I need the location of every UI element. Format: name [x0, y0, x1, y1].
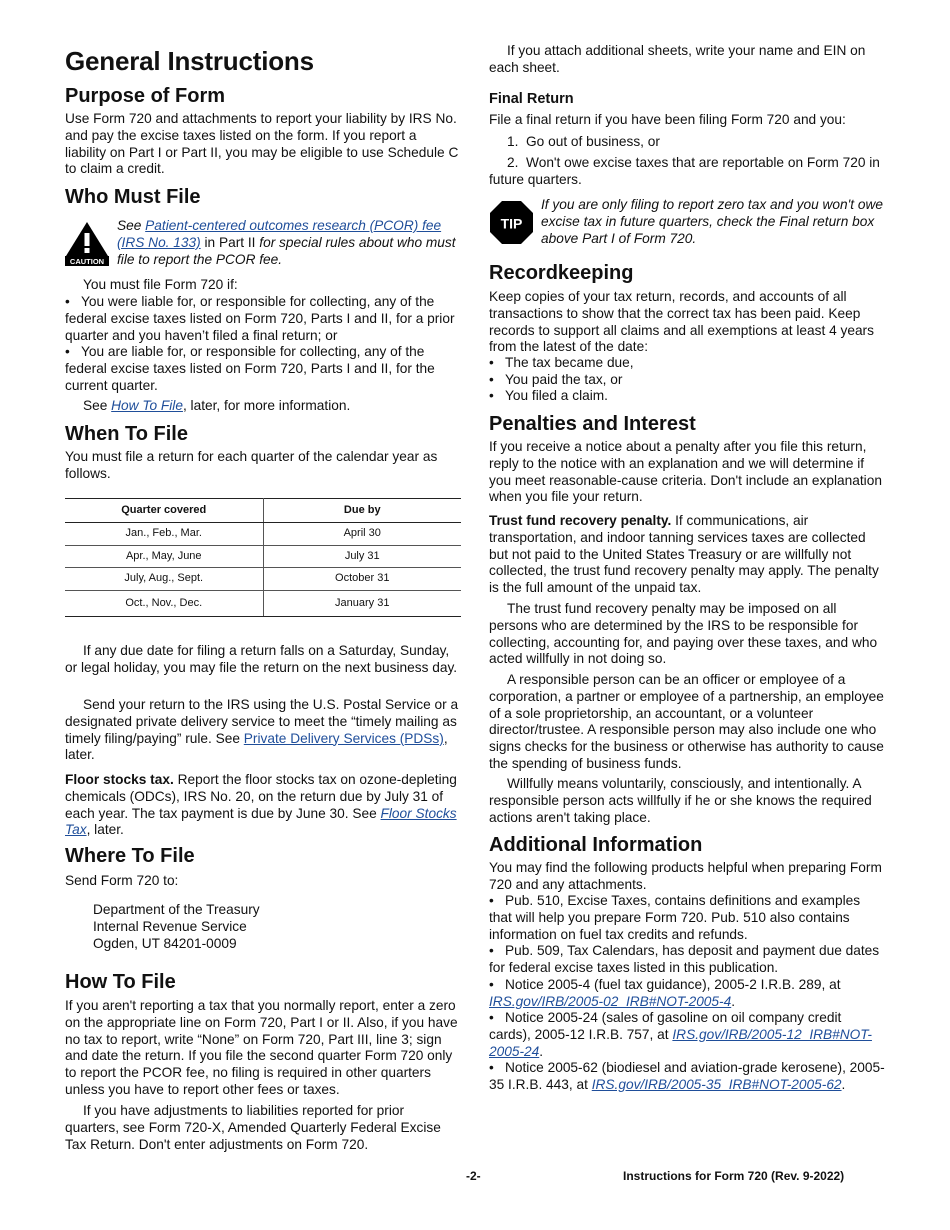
how-to-file-link[interactable]: How To File [111, 398, 183, 413]
penalties-p4: Willfully means voluntarily, consciously, and intentionally. A responsible person acts willfully if he or she knows the required actions aren't taking place. [489, 776, 872, 825]
table-row: Apr., May, June July 31 [65, 545, 461, 568]
table-header: Quarter covered [65, 499, 263, 523]
page-title: General Instructions [65, 46, 314, 76]
page-number: -2- [466, 1169, 481, 1183]
table-row: Jan., Feb., Mar. April 30 [65, 523, 461, 546]
record-bullet: • You filed a claim. [489, 388, 608, 403]
penalties-text: If you receive a notice about a penalty after you file this return, reply to the notice with an explanation and we will determine if you meet reasonable-cause criteria. Don't include an explanation when you file your return. [489, 439, 882, 505]
additional-bullet: • Notice 2005-4 (fuel tax guidance), 2005-2 I.R.B. 289, at IRS.gov/IRB/2005-02_IRB#NOT-2005-4. [489, 977, 841, 1009]
purpose-heading: Purpose of Form [65, 85, 226, 107]
where-text: Send Form 720 to: [65, 873, 179, 888]
tip-label: TIP [500, 215, 523, 232]
adjust-text: If you have adjustments to liabilities reported for prior quarters, see Form 720-X, Amended Quarterly Federal Excise Tax Return. Don't enter adjustments on Form 720. [65, 1103, 441, 1152]
notice-2005-24-link[interactable]: IRS.gov/IRB/2005-12_IRB#NOT-2005-24 [489, 1026, 872, 1059]
additional-bullet: • Pub. 510, Excise Taxes, contains definitions and examples that will help you prepare Form 720. Pub. 510 also contains information on fuel tax credits and refunds. [489, 893, 861, 942]
penalties-heading: Penalties and Interest [489, 413, 696, 435]
final-text: File a final return if you have been filing Form 720 and you: [489, 112, 846, 127]
who-bullet-2: • You are liable for, or responsible for collecting, any of the federal excise taxes listed on Form 720, Parts I and II, for the current quarter. [65, 344, 435, 393]
caution-label: CAUTION [69, 257, 105, 266]
irs-address: Department of the Treasury Internal Revenue Service Ogden, UT 84201-0009 [93, 902, 260, 951]
pds-link[interactable]: Private Delivery Services (PDSs) [243, 730, 444, 746]
who-heading: Who Must File [65, 186, 201, 208]
tip-icon [489, 200, 534, 245]
record-bullet: • The tax became due, [489, 355, 634, 370]
when-heading: When To File [65, 423, 188, 445]
weekend-text: If any due date for filing a return falls on a Saturday, Sunday, or legal holiday, you may file the return on the next business day. [65, 643, 458, 675]
how-heading: How To File [65, 971, 176, 993]
notice-2005-62-link[interactable]: IRS.gov/IRB/2005-35_IRB#NOT-2005-62 [591, 1076, 842, 1092]
final-heading: Final Return [489, 91, 574, 107]
send-text: Send your return to the IRS using the U.S. Postal Service or a designated private delivery service to meet the “timely mailing as timely filing/paying” rule. See Private Delivery Services (PDSs), later. [65, 697, 459, 763]
trust-fund-text: Trust fund recovery penalty. If communications, air transportation, and indoor tanning services taxes are collected but not paid to the United States Treasury or are willfully not collected, the trust fund recovery penalty may apply. The penalty is the full amount of the unpaid tax. [489, 513, 879, 596]
pcor-fee-link[interactable]: Patient-centered outcomes research (PCOR) fee (IRS No. 133) [117, 218, 442, 250]
caution-text: See Patient-centered outcomes research (PCOR) fee (IRS No. 133) in Part II for special rules about who must file to report the PCOR fee. [117, 218, 456, 267]
when-text: You must file a return for each quarter of the calendar year as follows. [65, 449, 438, 481]
who-intro: You must file Form 720 if: [83, 277, 238, 292]
where-heading: Where To File [65, 845, 195, 867]
how-text: If you aren't reporting a tax that you normally report, enter a zero on the appropriate line on Form 720, Part I or II. Also, if you have no tax to report, write “None” on Form 720, Part III, line 3; sign and date the return. If you file the second quarter Form 720 only to report the PCOR fee, no filing is required in other quarters unless you have to report other fees or taxes. [65, 998, 458, 1097]
table-row: July, Aug., Sept. October 31 [65, 568, 461, 591]
purpose-text: Use Form 720 and attachments to report your liability by IRS No. and pay the excise taxes listed on the form. If you report a liability on Part I or Part II, you may be eligible to use Schedule C to claim a credit. [65, 111, 459, 177]
additional-bullet: • Notice 2005-62 (biodiesel and aviation-grade kerosene), 2005-35 I.R.B. 443, at IRS.gov/IRB/2005-35_IRB#NOT-2005-62. [489, 1060, 885, 1092]
who-bullet-1: • You were liable for, or responsible for collecting, any of the federal excise taxes listed on Form 720, Parts I and II, for a prior quarter and you haven’t filed a final return; or [65, 294, 455, 343]
form-footer: Instructions for Form 720 (Rev. 9-2022) [623, 1169, 845, 1183]
record-bullet: • You paid the tax, or [489, 372, 623, 387]
additional-bullet: • Notice 2005-24 (sales of gasoline on oil company credit cards), 2005-12 I.R.B. 757, at IRS.gov/IRB/2005-12_IRB#NOT-2005-24. [489, 1010, 872, 1059]
who-see-text: See How To File, later, for more information. [83, 398, 351, 413]
penalties-p2: The trust fund recovery penalty may be imposed on all persons who are determined by the IRS to be responsible for collecting, accounting for, and paying over these taxes, and who acted willfully in not doing so. [489, 601, 878, 667]
final-item-2: 2. Won't owe excise taxes that are reportable on Form 720 in future quarters. [489, 155, 880, 187]
penalties-p3: A responsible person can be an officer or employee of a corporation, a partner or employee of a partnership, an employee of a sole proprietorship, an accountant, or a volunteer director/trustee. A responsible person may also include one who signs checks for the business or otherwise has authority to cause the spending of business funds. [489, 672, 884, 771]
table-row: Oct., Nov., Dec. January 31 [65, 590, 461, 616]
table-header: Due by [263, 499, 461, 523]
recordkeeping-text: Keep copies of your tax return, records, and accounts of all transactions to show that the correct tax has been paid. Keep records to support all claims and all exemptions at least 4 years from the latest of the date: [489, 289, 874, 355]
attach-text: If you attach additional sheets, write your name and EIN on each sheet. [489, 43, 866, 75]
floor-stocks-text: Floor stocks tax. Report the floor stocks tax on ozone-depleting chemicals (ODCs), IRS No. 20, on the return due by July 31 of each year. The tax payment is due by June 30. See Floor Stocks Tax, later. [65, 772, 457, 838]
caution-icon [65, 220, 109, 266]
additional-text: You may find the following products helpful when preparing Form 720 and any attachments. [489, 860, 882, 892]
floor-stocks-link[interactable]: Floor Stocks Tax [65, 805, 457, 838]
additional-heading: Additional Information [489, 834, 703, 856]
due-date-table [65, 498, 461, 617]
additional-bullet: • Pub. 509, Tax Calendars, has deposit and payment due dates for federal excise taxes listed in this publication. [489, 943, 880, 975]
tip-text: If you are only filing to report zero tax and you won't owe excise tax in future quarters, check the Final return box above Part I of Form 720. [541, 197, 883, 246]
notice-2005-4-link[interactable]: IRS.gov/IRB/2005-02_IRB#NOT-2005-4 [489, 993, 732, 1009]
final-item-1: 1. Go out of business, or [507, 134, 660, 149]
recordkeeping-heading: Recordkeeping [489, 262, 634, 284]
